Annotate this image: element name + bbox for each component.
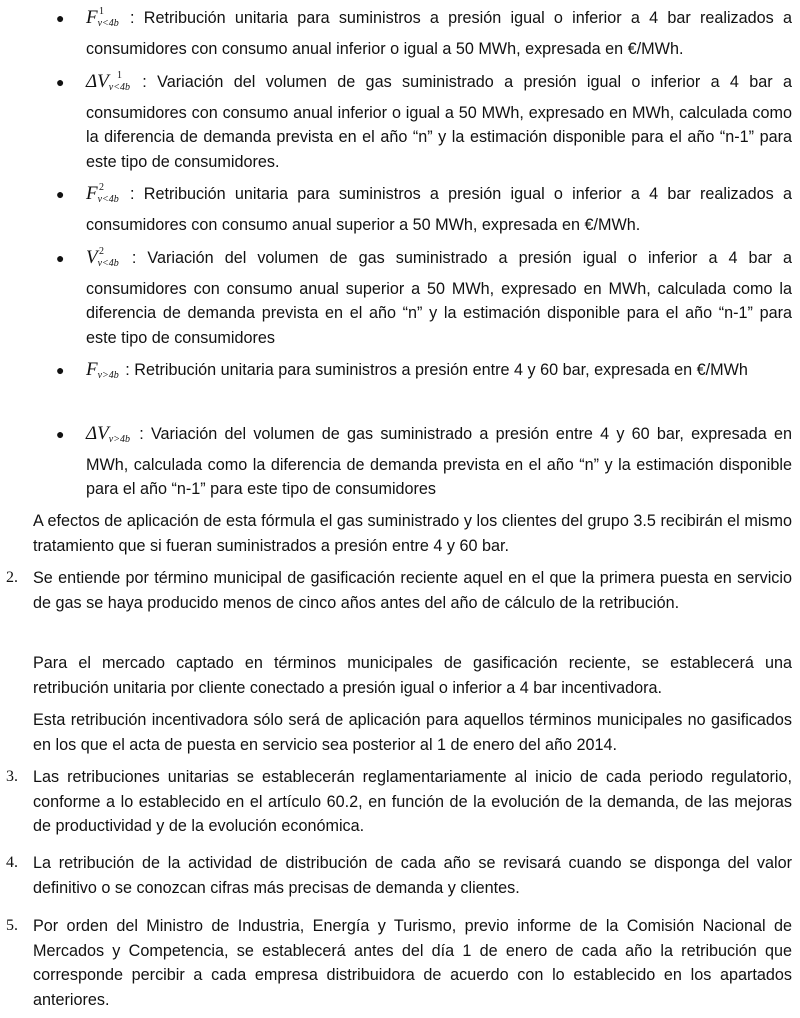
bullet-item <box>56 358 792 389</box>
bullet-item <box>56 246 792 350</box>
bullet-dot: ● <box>56 426 65 442</box>
bullet-text: ΔV 1 $_{v<4b}$ : Variación del volumen de gas suministrado a presión igual o inferior a 4 bar a consumidores con consumo anual inferior o igual a 50 MWh, expresado en MWh, calculada como la diferencia de demanda prevista en el año “n” y la estimación disponible para el año “n-1” para este tipo de consumidores. <box>86 70 792 171</box>
formula-symbol: F 2 $_{v<4b}$ <box>86 182 119 205</box>
formula-symbol: V 2 $_{v<4b}$ <box>86 246 119 269</box>
item-number: 2. <box>6 569 18 586</box>
item-subparagraph: Para el mercado captado en términos municipales de gasificación reciente, se establecerá una retribución unitaria por cliente conectado a presión igual o inferior a 4 bar incentivadora. <box>33 654 792 697</box>
bullet-text: F 2 $_{v<4b}$ : Retribución unitaria para suministros a presión igual o inferior a 4 bar realizados a consumidores con consumo anual superior a 50 MWh, expresada en €/MWh. <box>86 182 792 234</box>
bullet-dot: ● <box>56 74 65 90</box>
item-number: 3. <box>6 768 18 785</box>
bullet-item <box>56 182 792 237</box>
bullet-text: $F_{v>4b}$ : Retribución unitaria para suministros a presión entre 4 y 60 bar, expresada en €/MWh <box>86 358 792 389</box>
formula-symbol: F 1 $_{v<4b}$ <box>86 6 119 29</box>
bullet-text: $\Delta V_{v>4b}$ : Variación del volumen de gas suministrado a presión entre 4 y 60 bar, expresada en MWh, calculada como la diferencia de demanda prevista en el año “n” y la estimación disponible para el año “n-1” para este tipo de consumidores <box>86 423 792 498</box>
paragraph-grupo: A efectos de aplicación de esta fórmula el gas suministrado y los clientes del grupo 3.5 recibirán el mismo tratamiento que si fueran suministrados a presión entre 4 y 60 bar. <box>33 512 792 555</box>
bullet-text: V 2 $_{v<4b}$ : Variación del volumen de gas suministrado a presión igual o inferior a 4 bar a consumidores con consumo anual superior a 50 MWh, expresado en MWh, calculada como la diferencia de demanda prevista en el año “n” y la estimación disponible para el año “n-1” para este tipo de consumidores <box>86 246 792 347</box>
item-subparagraph: Esta retribución incentivadora sólo será de aplicación para aquellos términos municipales no gasificados en los que el acta de puesta en servicio sea posterior al 1 de enero del año 2014. <box>33 711 792 754</box>
formula-symbol: $F_{v>4b}$ <box>86 359 119 381</box>
item-text: Por orden del Ministro de Industria, Energía y Turismo, previo informe de la Comisión Nacional de Mercados y Competencia, se establecerá antes del día 1 de enero de cada año la retribución que corresponde percibir a cada empresa distribuidora de acuerdo con lo establecido en los apartados anteriores. <box>33 917 792 1009</box>
item-text: Se entiende por término municipal de gasificación reciente aquel en el que la primera puesta en servicio de gas se haya producido menos de cinco años antes del año de cálculo de la retribución. <box>33 569 792 612</box>
bullet-dot: ● <box>56 186 65 202</box>
bullet-dot: ● <box>56 10 65 26</box>
formula-symbol: ΔV 1 $_{v<4b}$ <box>86 70 130 93</box>
item-number: 4. <box>6 854 18 871</box>
item-number: 5. <box>6 917 18 934</box>
bullet-item <box>56 6 792 61</box>
bullet-item <box>56 70 792 174</box>
item-text: Las retribuciones unitarias se establecerán reglamentariamente al inicio de cada periodo regulatorio, conforme a lo establecido en el artículo 60.2, en función de la evolución de la demanda, de las mejoras de productividad y de la evolución económica. <box>33 768 792 835</box>
bullet-dot: ● <box>56 250 65 266</box>
bullet-dot: ● <box>56 362 65 378</box>
formula-symbol: $\Delta V_{v>4b}$ <box>86 423 130 445</box>
bullet-text: F 1 $_{v<4b}$ : Retribución unitaria para suministros a presión igual o inferior a 4 bar realizados a consumidores con consumo anual inferior o igual a 50 MWh, expresada en €/MWh. <box>86 6 792 58</box>
bullet-item <box>56 422 792 502</box>
item-text: La retribución de la actividad de distribución de cada año se revisará cuando se disponga del valor definitivo o se conozcan cifras más precisas de demanda y clientes. <box>33 854 792 897</box>
